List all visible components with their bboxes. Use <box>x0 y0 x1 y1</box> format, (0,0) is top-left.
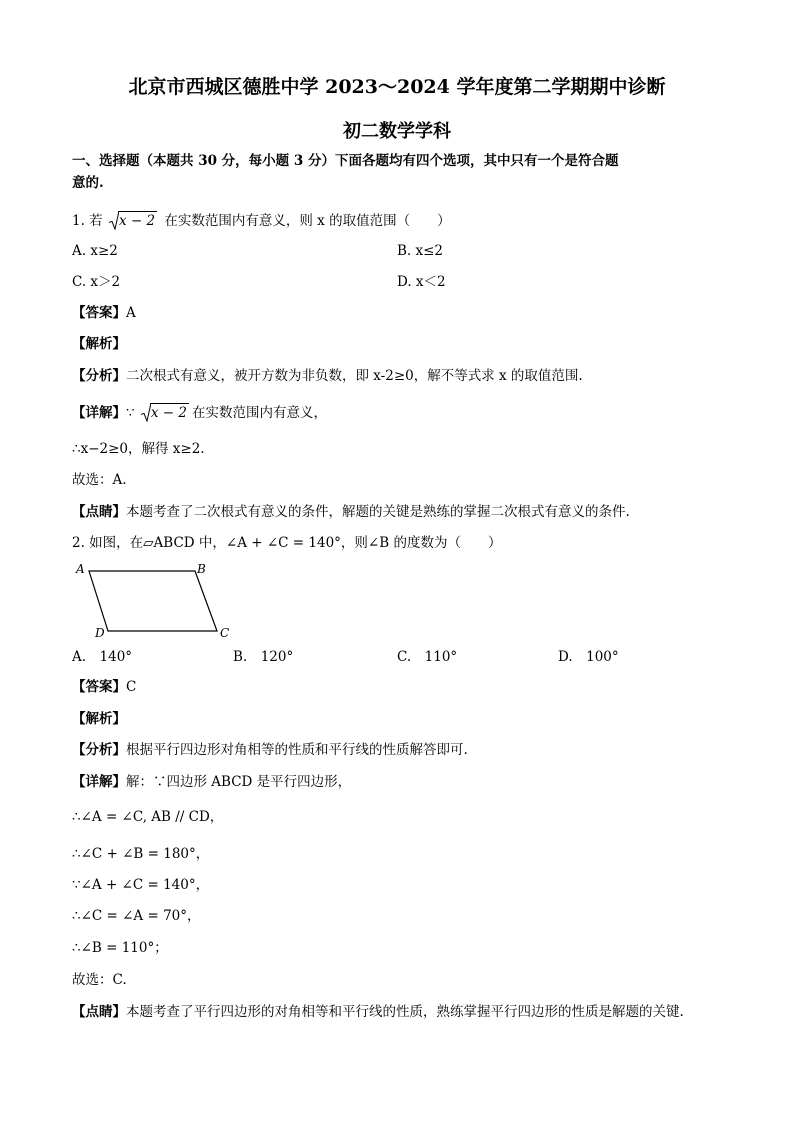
q1-stem <box>72 211 451 230</box>
q2-option-b: B. 120° <box>233 649 294 665</box>
q2-xiangjie <box>72 773 351 791</box>
q1-analysis-tag: 【解析】 <box>72 336 126 352</box>
q2-stem: 2. 如图，在▱ABCD 中，∠A + ∠C = 140°，则∠B 的度数为（ ） <box>72 535 502 551</box>
q2-step-5: ∴∠B = 110°； <box>72 940 168 956</box>
q1-xiangjie <box>72 403 327 422</box>
q1-fenxi-tag: 【分析】 <box>72 368 126 384</box>
q2-step-1: ∴∠A = ∠C, AB // CD， <box>72 809 224 825</box>
q2-step-4: ∴∠C = ∠A = 70°， <box>72 908 201 924</box>
q2-option-d: D. 100° <box>558 649 619 665</box>
q2-analysis-tag: 【解析】 <box>72 711 126 727</box>
doc-subtitle: 初二数学学科 <box>343 121 451 142</box>
q2-option-a: A. 140° <box>72 649 133 665</box>
q1-option-d: D. x＜2 <box>397 274 446 290</box>
q1-option-a: A. x≥2 <box>72 243 118 259</box>
q1-number: 1. 若 <box>72 213 103 229</box>
q2-step-3: ∵∠A + ∠C = 140°， <box>72 877 210 893</box>
q1-radicand: x − 2 <box>118 213 156 229</box>
q1-answer-tag: 【答案】 <box>72 305 126 321</box>
q1-fenxi <box>72 367 583 385</box>
vertex-label-a: A <box>76 562 85 576</box>
q2-option-c: C. 110° <box>397 649 458 665</box>
q2-answer-value: C <box>126 679 137 695</box>
q1-fenxi-text: 二次根式有意义，被开方数为非负数，即 x-2≥0，解不等式求 x 的取值范围. <box>126 368 583 384</box>
q1-option-c: C. x＞2 <box>72 274 121 290</box>
doc-title: 北京市西城区德胜中学 2023～2024 学年度第二学期期中诊断 <box>128 76 666 98</box>
radical-sign-icon <box>109 211 119 230</box>
q1-dianjing-tag: 【点睛】 <box>72 504 126 520</box>
q1-xiangjie-sqrt <box>141 403 189 422</box>
q1-step1: ∴x−2≥0，解得 x≥2. <box>72 441 205 457</box>
q1-answer-value: A <box>126 305 136 321</box>
q1-sqrt-expression <box>109 211 157 230</box>
q1-dianjing-text: 本题考查了二次根式有意义的条件，解题的关键是熟练的掌握二次根式有意义的条件. <box>126 504 630 520</box>
q1-xiangjie-because: ∵ <box>126 405 135 421</box>
q1-dianjing <box>72 503 630 521</box>
parallelogram-figure <box>70 558 240 642</box>
q1-option-b: B. x≤2 <box>397 243 444 259</box>
section-heading-line1: 一、选择题（本题共 30 分，每小题 3 分）下面各题均有四个选项，其中只有一个是符合题 <box>72 153 619 169</box>
q1-stem-tail: 在实数范围内有意义，则 x 的取值范围（ ） <box>164 213 451 229</box>
q1-choose: 故选：A. <box>72 472 127 488</box>
vertex-label-b: B <box>197 562 206 576</box>
q2-fenxi-text: 根据平行四边形对角相等的性质和平行线的性质解答即可. <box>126 742 468 758</box>
q1-xiangjie-tail: 在实数范围内有意义， <box>192 405 327 421</box>
q2-fenxi <box>72 741 468 759</box>
q2-choose: 故选：C. <box>72 972 127 988</box>
radical-sign-icon <box>141 403 151 422</box>
q2-answer <box>72 678 136 696</box>
q2-dianjing-tag: 【点睛】 <box>72 1004 126 1020</box>
q1-xiangjie-radicand: x − 2 <box>150 405 187 421</box>
q2-xiangjie-tag: 【详解】 <box>72 774 126 790</box>
vertex-label-d: D <box>95 626 105 640</box>
section-heading-line2: 意的. <box>72 175 104 191</box>
q2-fenxi-tag: 【分析】 <box>72 742 126 758</box>
q2-step-2: ∴∠C + ∠B = 180°， <box>72 846 210 862</box>
q2-answer-tag: 【答案】 <box>72 679 126 695</box>
q1-answer <box>72 304 136 322</box>
q2-dianjing <box>72 1003 684 1021</box>
vertex-label-c: C <box>220 626 230 640</box>
q2-dianjing-text: 本题考查了平行四边形的对角相等和平行线的性质，熟练掌握平行四边形的性质是解题的关键. <box>126 1004 684 1020</box>
q1-xiangjie-tag: 【详解】 <box>72 405 126 421</box>
parallelogram-shape <box>89 571 217 631</box>
q2-xiangjie-text: 解：∵四边形 ABCD 是平行四边形， <box>126 774 352 790</box>
